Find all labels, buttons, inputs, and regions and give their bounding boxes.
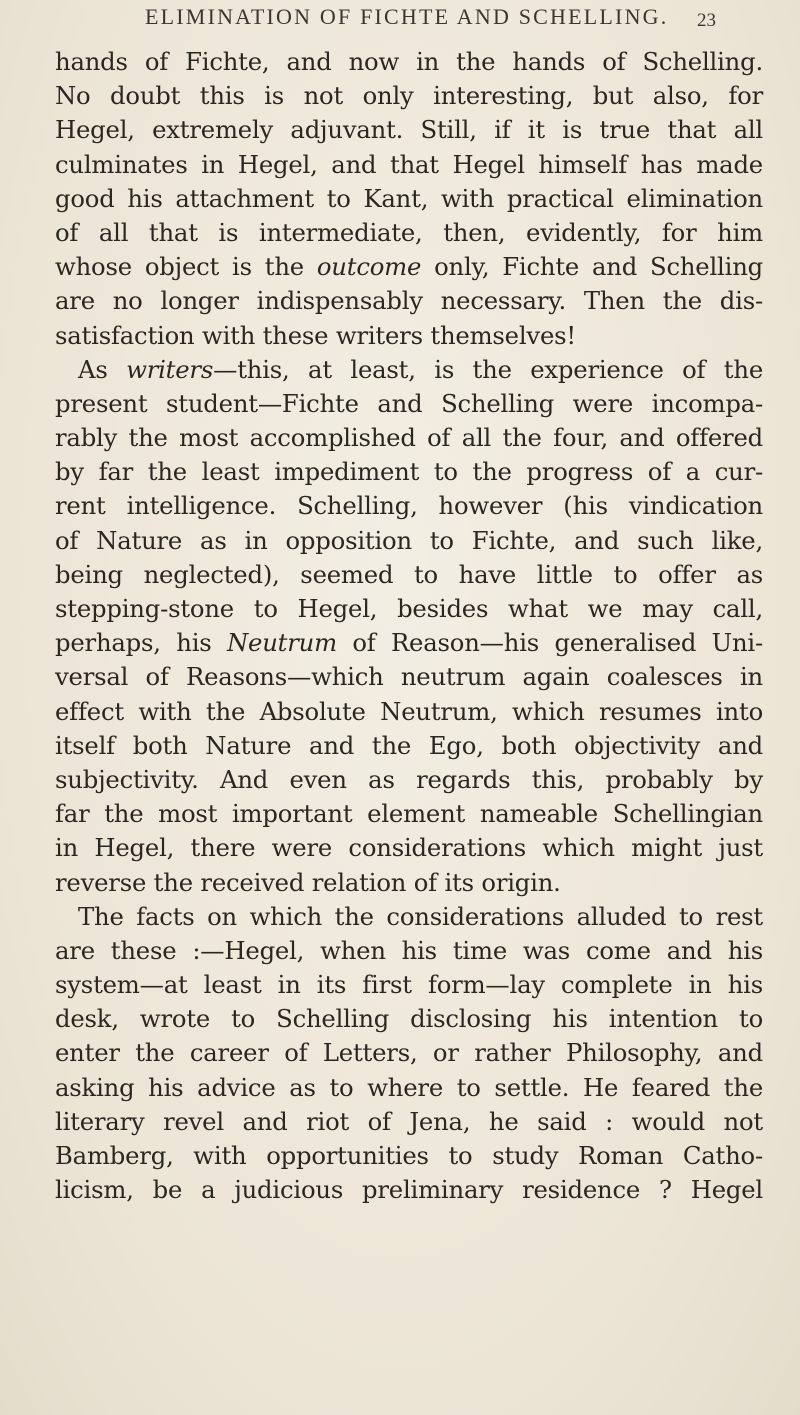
text-line [55, 353, 763, 387]
text-segment: whose object is the [55, 252, 317, 282]
text-line: being neglected), seemed to have little to offer as [55, 559, 763, 589]
text-segment: —this, at least, is the experience of the [213, 354, 763, 384]
text-line: in Hegel, there were considerations which might just [55, 833, 763, 863]
text-segment: only, Fichte and Schelling [421, 252, 763, 282]
page-number: 23 [697, 10, 716, 31]
text-line: of all that is intermediate, then, evidently, for him [55, 217, 763, 247]
text-line: Hegel, extremely adjuvant. Still, if it is true that all [55, 115, 763, 145]
italic-term: outcome [316, 252, 422, 282]
text-line: far the most important element nameable Schellingian [55, 799, 763, 829]
running-head [0, 4, 800, 38]
text-line: literary revel and riot of Jena, he said : would not [55, 1106, 763, 1136]
text-line: The facts on which the considerations alluded to rest [78, 901, 763, 931]
text-segment: perhaps, his [55, 628, 227, 658]
text-line: Bamberg, with opportunities to study Roman Catho- [55, 1141, 763, 1170]
text-segment: of Reason—his generalised Uni- [336, 628, 763, 658]
text-line: stepping-stone to Hegel, besides what we may call, [55, 594, 763, 623]
text-line: satisfaction with these writers themselves! [55, 320, 576, 350]
text-line: good his attachment to Kant, with practical elimination [55, 183, 763, 213]
text-line: by far the least impediment to the progress of a cur- [55, 457, 763, 487]
text-line: licism, be a judicious preliminary residence ? Hegel [55, 1175, 763, 1205]
text-line: of Nature as in opposition to Fichte, and such like, [55, 525, 763, 555]
text-line: enter the career of Letters, or rather Philosophy, and [55, 1038, 763, 1068]
italic-term: writers [126, 354, 214, 384]
text-line: reverse the received relation of its origin. [55, 867, 561, 897]
text-line: system—at least in its first form—lay complete in his [55, 970, 763, 1000]
running-title: ELIMINATION OF FICHTE AND SCHELLING. [145, 4, 669, 29]
text-line: rably the most accomplished of all the four, and offered [55, 423, 763, 453]
text-line: subjectivity. And even as regards this, probably by [55, 764, 763, 794]
text-line: are these :—Hegel, when his time was come and his [55, 935, 763, 965]
text-line: effect with the Absolute Neutrum, which resumes into [55, 696, 763, 726]
italic-term: Neutrum [226, 628, 337, 658]
text-line: versal of Reasons—which neutrum again coalesces in [55, 662, 763, 692]
text-line: No doubt this is not only interesting, but also, for [55, 81, 763, 111]
text-line: hands of Fichte, and now in the hands of Schelling. [55, 47, 763, 76]
text-line: itself both Nature and the Ego, both objectivity and [55, 730, 763, 760]
body-text [55, 45, 763, 1207]
text-line: desk, wrote to Schelling disclosing his intention to [55, 1004, 763, 1034]
text-line: culminates in Hegel, and that Hegel himself has made [55, 149, 763, 179]
text-segment: As [78, 354, 127, 384]
text-line: present student—Fichte and Schelling were incompa- [55, 388, 763, 418]
text-line [55, 250, 763, 284]
text-line: rent intelligence. Schelling, however (his vindication [55, 491, 763, 521]
text-line: asking his advice as to where to settle. He feared the [55, 1072, 763, 1102]
text-line: are no longer indispensably necessary. Then the dis- [55, 286, 763, 316]
text-line [55, 626, 763, 660]
